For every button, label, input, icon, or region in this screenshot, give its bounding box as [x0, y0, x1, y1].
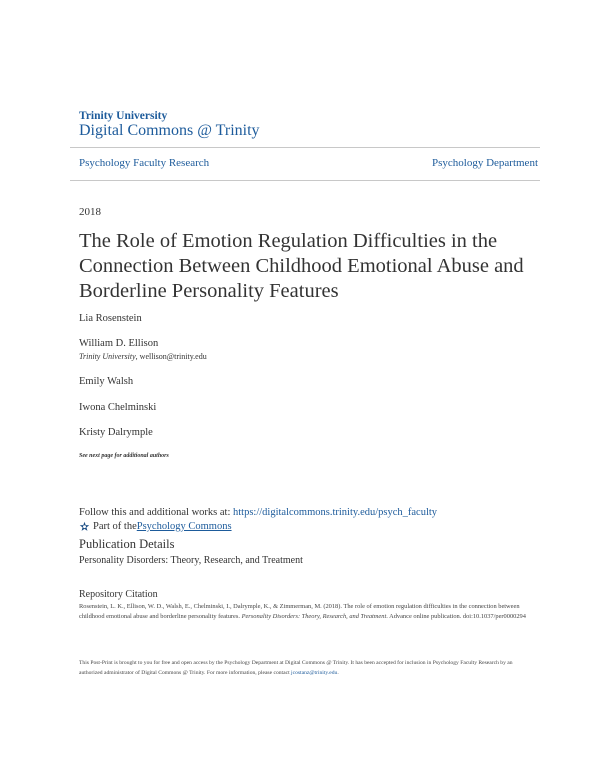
follow-label: Follow this and additional works at:: [79, 507, 233, 518]
affiliation-name: Trinity University: [79, 352, 136, 361]
citation-text: Rosenstein, L. K., Ellison, W. D., Walsh, E., Chelminski, I., Dalrymple, K., & Zimmerman, M. (2018). The role of emotion regulation difficulties in the connection between childhood emotional abuse and borderline personality features.: [79, 603, 520, 620]
author-name: William D. Ellison: [79, 338, 159, 349]
publication-year: 2018: [79, 206, 101, 218]
footer-end: .: [337, 670, 339, 676]
author-name: Kristy Dalrymple: [79, 427, 153, 438]
footer-text: This Post-Print is brought to you for free and open access by the Psychology Department at Digital Commons @ Trinity. It has been accepted for inclusion in Psychology Faculty Research by an authorized administrator of Digital Commons @ Trinity. For more information, please contact: [79, 660, 513, 676]
commons-icon: [79, 521, 90, 532]
author-name: Iwona Chelminski: [79, 402, 157, 413]
author-name: Emily Walsh: [79, 376, 134, 387]
bottom-divider: [70, 180, 540, 181]
part-of-label: Part of the: [93, 521, 137, 532]
repository-citation: [79, 602, 534, 622]
author-name: Lia Rosenstein: [79, 313, 142, 324]
organization-name: Trinity University: [79, 110, 168, 122]
contact-email-link[interactable]: jcostanz@trinity.edu: [291, 670, 338, 676]
citation-text-end: . Advance online publication. doi:10.1037/per0000294: [386, 613, 526, 620]
series-link[interactable]: Psychology Faculty Research: [79, 157, 210, 169]
department-link[interactable]: Psychology Department: [431, 157, 538, 169]
citation-journal: Personality Disorders: Theory, Research, and Treatment: [241, 613, 387, 620]
psychology-commons-link[interactable]: Psychology Commons: [136, 521, 232, 532]
top-divider: [70, 147, 540, 148]
publication-details-heading: Publication Details: [79, 537, 175, 551]
additional-authors-note: See next page for additional authors: [79, 453, 169, 459]
part-of-line: [79, 521, 232, 532]
article-title: The Role of Emotion Regulation Difficulties in the Connection Between Childhood Emotional Abuse and Borderline Personality Features: [79, 230, 524, 302]
repository-citation-heading: Repository Citation: [79, 589, 158, 600]
follow-line: [79, 507, 437, 518]
affiliation-email: , wellison@trinity.edu: [135, 352, 207, 361]
footer-notice: [79, 658, 534, 678]
author-affiliation: [79, 352, 207, 361]
repository-name[interactable]: Digital Commons @ Trinity: [79, 122, 260, 139]
follow-url-link[interactable]: https://digitalcommons.trinity.edu/psych_faculty: [233, 507, 438, 518]
publication-details: Personality Disorders: Theory, Research, and Treatment: [79, 555, 303, 566]
